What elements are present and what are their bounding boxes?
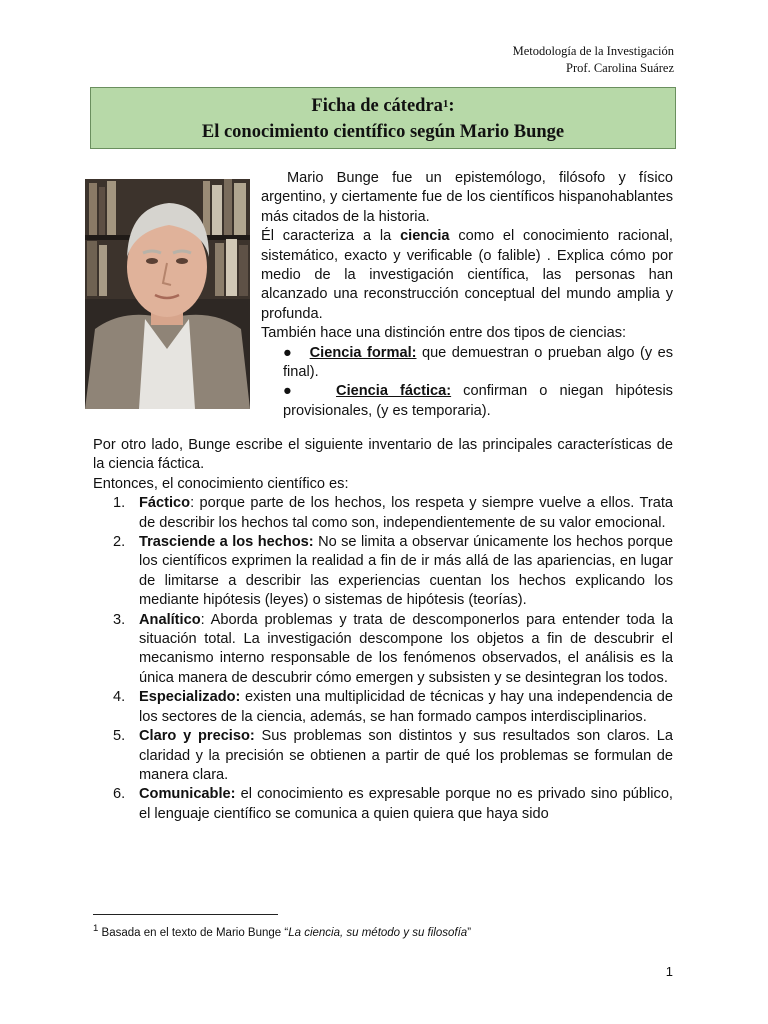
list-item: 5. Claro y preciso: Sus problemas son distintos y sus resultados son claros. La claridad y la precisión se obtienen a partir de qué los problemas se formulan de manera clara. — [113, 728, 673, 783]
title-line-1: Ficha de cátedra$^1$: — [311, 96, 455, 116]
list-item: 1. Fáctico: porque parte de los hechos, los respeta y siempre vuelve a ellos. Trata de describir los hechos tal como son, independientemente de su valor emocional. — [113, 495, 673, 531]
bullet-formal-science: ● Ciencia formal: que demuestran o prueban algo (y es final). — [283, 344, 673, 381]
main-section — [93, 436, 673, 824]
science-types-intro: También hace una distinción entre dos tipos de ciencias: — [261, 325, 627, 342]
list-intro: Entonces, el conocimiento científico es: — [93, 475, 349, 492]
list-item: 3. Analítico: Aborda problemas y trata de descomponerlos para entender toda la situación total. La investigación descompone los objetos a fin de descubrir el mecanismo interno responsable de los fenómenos observados, el análisis es la única manera de descubrir cómo emergen y subsisten y se desintegran los todos. — [113, 611, 673, 686]
title-line-2: El conocimiento científico según Mario Bunge — [201, 122, 565, 142]
footnote-mark: 1 — [93, 923, 99, 934]
footnote-separator — [93, 914, 278, 915]
inventory-paragraph: Por otro lado, Bunge escribe el siguiente inventario de las principales características de la ciencia fáctica. — [93, 437, 673, 473]
professor-name: Prof. Carolina Suárez — [566, 61, 674, 75]
characteristics-list — [93, 494, 673, 824]
intro-section — [261, 169, 673, 421]
title-footnote-mark: 1 — [442, 98, 449, 110]
list-item: 2. Trasciende a los hechos: No se limita a observar únicamente los hechos porque los científicos exprimen la realidad a fin de ir más allá de las apariencias, en lugar de limitarse a describir las experiencias cuentan los hechos explicando los mediante hipótesis (leyes) o sistemas de hipótesis (teorías). — [113, 534, 673, 609]
portrait-photo — [85, 179, 250, 409]
science-term: ciencia — [400, 228, 450, 245]
science-definition-paragraph: Él caracteriza a la ciencia como el conocimiento racional, sistemático, exacto y verificable (o falible) . Explica cómo por medio de la investigación científica, las personas han alcanzado una reconstrucción conceptual del mundo amplia y profunda. — [261, 228, 673, 322]
document-header — [513, 43, 674, 77]
bullet-factual-science: ● Ciencia fáctica: confirman o niegan hipótesis provisionales, (y es temporaria). — [283, 383, 673, 419]
intro-paragraph: Mario Bunge fue un epistemólogo, filósofo y físico argentino, y ciertamente fue de los científicos hispanohablantes más citados de la historia. — [261, 170, 673, 225]
list-item: 4. Especializado: existen una multiplicidad de técnicas y hay una independencia de los sectores de la ciencia, además, se han formado campos interdisciplinarios. — [113, 689, 673, 725]
page-number: 1 — [665, 964, 673, 979]
title-box — [90, 87, 676, 149]
course-name: Metodología de la Investigación — [512, 44, 674, 58]
book-title: La ciencia, su método y su filosofía — [288, 926, 468, 939]
list-item: 6. Comunicable: el conocimiento es expresable porque no es privado sino público, el lenguaje científico se comunica a quien quiera que haya sido — [113, 786, 673, 822]
footnote: $^1$ Basada en el texto de Mario Bunge “La ciencia, su método y su filosofía” — [93, 923, 472, 939]
